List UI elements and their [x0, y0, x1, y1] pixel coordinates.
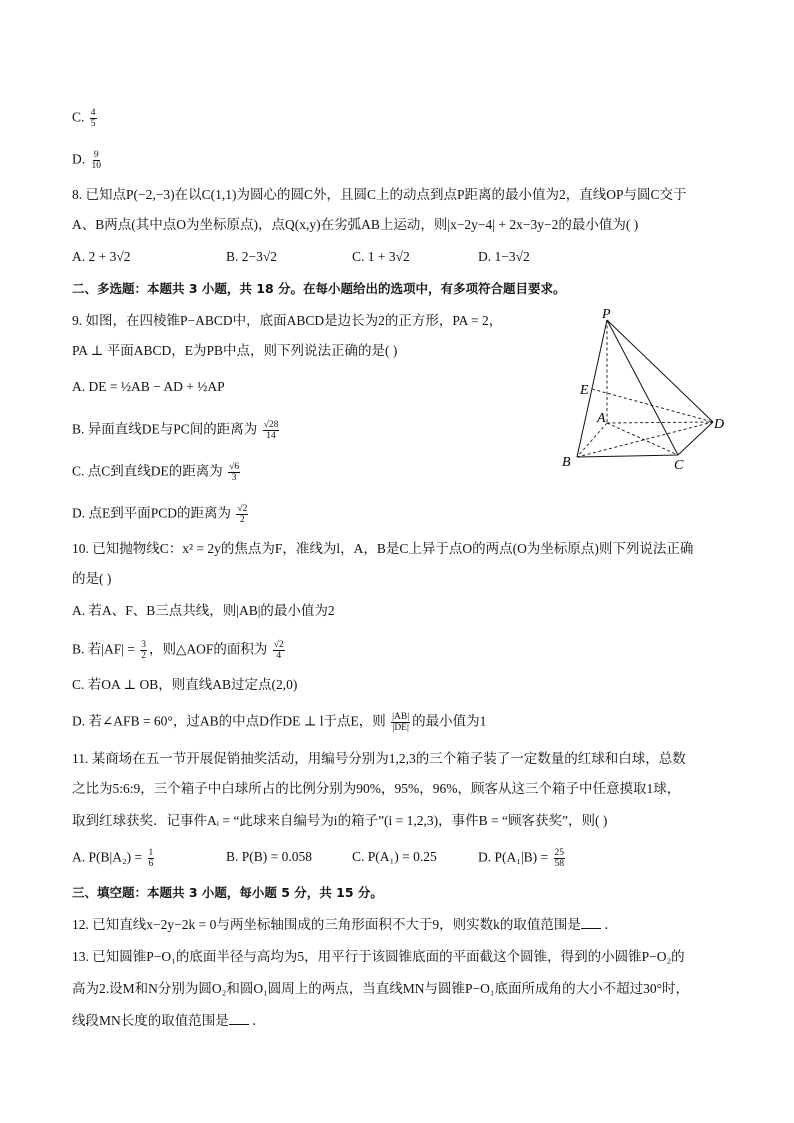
q10-option-b-fraction-2	[273, 640, 285, 661]
option-text: B. 若|AF| =	[72, 641, 139, 657]
option-text: D. P(A₁|B) =	[478, 849, 552, 865]
fraction-denominator: 10	[91, 161, 101, 171]
option-text: D. 点E到平面PCD的距离为	[72, 505, 232, 521]
q7-option-d-label: D.	[72, 151, 86, 167]
q8-option-c: C. 1 + 3√2	[352, 249, 410, 264]
label-a: A	[597, 411, 606, 426]
edge-ab-hidden	[577, 423, 607, 457]
q10-stem-line-1: 10. 已知抛物线C：x² = 2y的焦点为F，准线为l，A，B是C上异于点O的两点(O为坐标原点)则下列说法正确	[72, 541, 694, 556]
q7-option-c-fraction	[90, 108, 97, 129]
q11-stem-line-1: 11. 某商场在五一节开展促销抽奖活动，用编号分别为1,2,3的三个箱子装了一定数量的红球和白球，总数	[72, 751, 686, 766]
fraction-denominator: 2	[240, 515, 245, 525]
option-text: A. P(B|A₂) =	[72, 849, 146, 865]
q11-option-d-fraction	[554, 848, 566, 869]
fraction-denominator: 5	[90, 119, 96, 129]
q9-option-d-fraction	[236, 504, 248, 525]
segment-ed-hidden	[592, 389, 713, 422]
fraction-numerator: √2	[273, 640, 284, 650]
q7-option-c-label: C.	[72, 109, 85, 125]
label-b: B	[562, 455, 571, 470]
q10-option-d	[72, 712, 486, 733]
q9-option-d	[72, 504, 250, 525]
q8-stem-line-1: 8. 已知点P(−2,−3)在以C(1,1)为圆心的圆C外，且圆C上的动点到点P距离的最小值为2，直线OP与圆C交于	[72, 187, 687, 202]
fraction-denominator: 3	[231, 473, 237, 483]
q10-option-c: C. 若OA ⊥ OB，则直线AB过定点(2,0)	[72, 677, 298, 692]
q13-end-mark: ．	[248, 1013, 266, 1028]
fraction-denominator: 4	[276, 651, 282, 661]
fraction-numerator: 9	[93, 150, 99, 160]
fraction-numerator: 25	[554, 848, 565, 858]
q9-option-a	[72, 378, 225, 396]
fraction-numerator: 1	[148, 848, 154, 858]
q11-option-a	[72, 848, 156, 869]
section-2-heading: 二、多选题：本题共 3 小题，共 18 分。在每小题给出的选项中，有多项符合题目要求。	[72, 281, 566, 296]
q11-option-c: C. P(A₁) = 0.25	[352, 849, 437, 864]
fraction-numerator: 3	[141, 640, 147, 650]
label-c: C	[674, 458, 684, 473]
q7-option-d-fraction	[91, 150, 103, 171]
fraction-denominator: |DE|	[392, 723, 409, 733]
q13-stem-line-1: 13. 已知圆锥P−O₁的底面半径与高均为5，用平行于该圆锥底面的平面截这个圆锥，得到的小圆锥P−O₂的	[72, 949, 685, 964]
edge-pc	[607, 320, 678, 455]
q11-stem-line-2: 之比为5:6:9，三个箱子中白球所占的比例分别为90%，95%，96%，顾客从这三个箱子中任意摸取1球，	[72, 781, 681, 796]
q12-end-mark: ．	[600, 917, 618, 932]
fraction-numerator: |AB|	[392, 712, 410, 722]
q13-text: 线段MN长度的取值范围是	[72, 1013, 229, 1028]
option-text: D. 若∠AFB = 60°，过AB的中点D作DE ⊥ l于点E，则	[72, 713, 386, 729]
q9-option-c	[72, 462, 242, 483]
fraction-denominator: 14	[266, 431, 276, 441]
fraction-denominator: 58	[554, 859, 565, 869]
section-3-heading: 三、填空题：本题共 3 小题，每小题 5 分，共 15 分。	[72, 885, 383, 900]
fraction-denominator: 2	[141, 651, 147, 661]
fraction-numerator: √2	[237, 504, 248, 514]
option-text: B. 异面直线DE与PC间的距离为	[72, 421, 258, 437]
q9-stem-line-1: 9. 如图，在四棱锥P−ABCD中，底面ABCD是边长为2的正方形，PA = 2，	[72, 313, 503, 328]
q7-option-c	[72, 108, 99, 129]
q13-stem-line-3	[72, 1012, 266, 1030]
fraction-numerator: √6	[229, 462, 240, 472]
answer-blank[interactable]	[229, 1012, 249, 1025]
q9-option-c-fraction	[228, 462, 240, 483]
edge-pd	[607, 320, 713, 422]
q7-option-d	[72, 150, 104, 171]
q12-stem	[72, 916, 618, 934]
q9-option-b-fraction	[263, 420, 280, 441]
option-text: ，则△AOF的面积为	[149, 641, 268, 657]
option-text: 的最小值为1	[412, 713, 487, 729]
q10-option-a: A. 若A、F、B三点共线，则|AB|的最小值为2	[72, 603, 335, 618]
label-d: D	[714, 417, 725, 432]
q11-option-d	[478, 848, 567, 869]
q11-stem-line-3: 取到红球获奖．记事件Aᵢ = “此球来自编号为i的箱子”(i = 1,2,3)，事件B = “顾客获奖”，则( )	[72, 813, 608, 828]
q9-stem-line-2: PA ⊥ 平面ABCD，E为PB中点，则下列说法正确的是( )	[72, 343, 398, 358]
edge-bc	[577, 455, 678, 457]
q8-option-b: B. 2−3√2	[226, 249, 278, 264]
q8-option-a: A. 2 + 3√2	[72, 249, 131, 264]
edge-ad-hidden	[607, 422, 713, 423]
fraction-numerator: √28	[263, 420, 279, 430]
q10-stem-line-2: 的是( )	[72, 571, 112, 586]
label-e: E	[580, 383, 589, 398]
segment-ac-hidden	[607, 423, 678, 455]
q10-option-b	[72, 640, 287, 661]
q9-option-a-expression: DE = ½AB − AD + ½AP	[88, 379, 225, 394]
option-text: C. 点C到直线DE的距离为	[72, 463, 223, 479]
q11-option-b: B. P(B) = 0.058	[226, 849, 312, 864]
q8-option-d: D. 1−3√2	[478, 249, 530, 264]
q10-option-d-fraction	[391, 712, 410, 733]
fraction-denominator: 6	[148, 859, 154, 869]
q13-stem-line-2: 高为2.设M和N分别为圆O₂和圆O₁圆周上的两点，当直线MN与圆锥P−O₁底面所成角的大小不超过30°时，	[72, 981, 690, 996]
segment-bd-hidden	[577, 422, 713, 457]
label-p: P	[602, 307, 611, 322]
pyramid-figure	[555, 305, 730, 475]
q11-option-a-fraction	[148, 848, 155, 869]
answer-blank[interactable]	[581, 916, 601, 929]
q9-option-b	[72, 420, 281, 441]
q8-stem-line-2: A、B两点(其中点O为坐标原点)，点Q(x,y)在劣弧AB上运动，则|x−2y−4| + 2x−3y−2的最小值为( )	[72, 217, 639, 232]
fraction-numerator: 4	[90, 108, 96, 118]
q12-text: 12. 已知直线x−2y−2k = 0与两坐标轴围成的三角形面积不大于9，则实数k的取值范围是	[72, 917, 581, 932]
option-label: A.	[72, 379, 89, 394]
q10-option-b-fraction-1	[140, 640, 147, 661]
